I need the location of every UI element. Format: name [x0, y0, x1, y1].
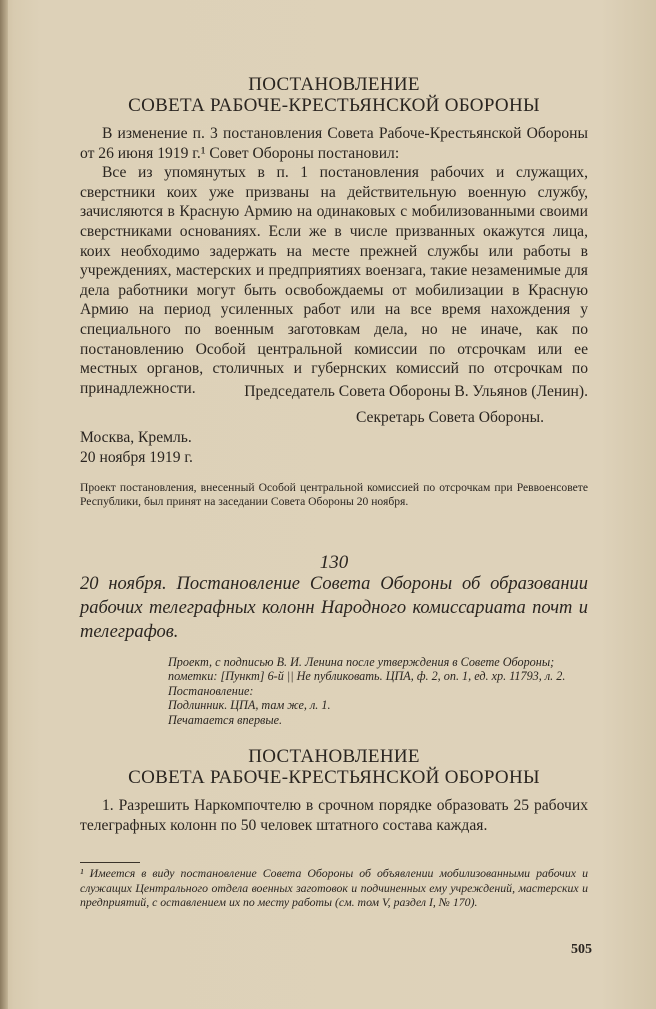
doc2-point1: [80, 796, 588, 835]
doc2-source-line3: Подлинник. ЦПА, там же, л. 1.: [168, 698, 331, 713]
doc2-source-line4: Печатается впервые.: [168, 712, 283, 727]
doc2-title: [80, 746, 588, 788]
doc1-title-line1: ПОСТАНОВЛЕНИЕ: [248, 74, 420, 95]
doc2-point1-text: 1. Разрешить Наркомпочтелю в срочном порядке образовать 25 рабочих телеграфных колонн по 50 человек штатного состава каждая.: [80, 797, 588, 834]
page-number: 505: [571, 942, 592, 957]
doc1-intro: В изменение п. 3 постановления Совета Рабоче-Крестьянской Обороны от 26 июня 1919 г.¹ Совет Обороны постановил:: [80, 125, 588, 162]
doc2-number: 130: [319, 552, 349, 573]
doc1-body: Все из упомянутых в п. 1 постановления рабочих и служащих, сверстники коих уже призваны на действительную военную службу, зачисляются в Красную Армию на одинаковых с мобилизованными своими сверстниками основаниях. Если же в числе призванных окажутся лица, коих необходимо задержать на месте прежней службы или работы в учреждениях, мастерских и предприятиях воензага, такие незаменимые для дела работники могут быть освобождаемы от мобилизации в Красную Армию на период усиленных работ или на все время нахождения у специального по военным заготовкам дела, но не иначе, как по постановлению Особой центральной комиссии по отсрочкам или ее местных органов, столичных и губернских комиссий по отсрочкам по принадлежности.: [80, 164, 588, 397]
doc2-title-line2: СОВЕТА РАБОЧЕ-КРЕСТЬЯНСКОЙ ОБОРОНЫ: [128, 767, 540, 788]
doc2-heading: 20 ноября. Постановление Совета Обороны об образовании рабочих телеграфных колонн Народного комиссариата почт и телеграфов.: [80, 574, 588, 642]
doc1-archival-note: Проект постановления, внесенный Особой центральной комиссией по отсрочкам при Реввоенсовете Республики, был принят на заседании Совета Обороны 20 ноября.: [80, 481, 588, 508]
doc2-source-line2: Постановление:: [168, 683, 254, 698]
doc1-place: Москва, Кремль.: [80, 429, 192, 446]
footnote: ¹ Имеется в виду постановление Совета Обороны об объявлении мобилизованными рабочих и служащих Центрального отдела военных заготовок и подчиненных ему учреждений, мастерских и предприятий, с оставлением их по месту работы (см. том V, раздел I, № 170).: [80, 866, 588, 910]
doc1-signature-secretary: Секретарь Совета Обороны.: [355, 409, 544, 426]
doc1-title: [80, 74, 588, 116]
doc1-title-line2: СОВЕТА РАБОЧЕ-КРЕСТЬЯНСКОЙ ОБОРОНЫ: [128, 95, 540, 116]
doc1-signature-chairman: Председатель Совета Обороны В. Ульянов (Ленин).: [244, 383, 588, 400]
doc2-source-line1: Проект, с подписью В. И. Ленина после утверждения в Совете Обороны; пометки: [Пункт] 6-й || Не публиковать. ЦПА, ф. 2, оп. 1, ед. хр. 11793, л. 2.: [168, 655, 566, 684]
book-gutter: [0, 0, 8, 1009]
doc2-source: [168, 655, 588, 727]
doc1-place-date: [80, 428, 588, 467]
doc2-title-line1: ПОСТАНОВЛЕНИЕ: [248, 746, 420, 767]
doc1-text: [80, 124, 588, 398]
footnote-divider: [80, 862, 140, 863]
doc1-date: 20 ноября 1919 г.: [80, 448, 193, 466]
